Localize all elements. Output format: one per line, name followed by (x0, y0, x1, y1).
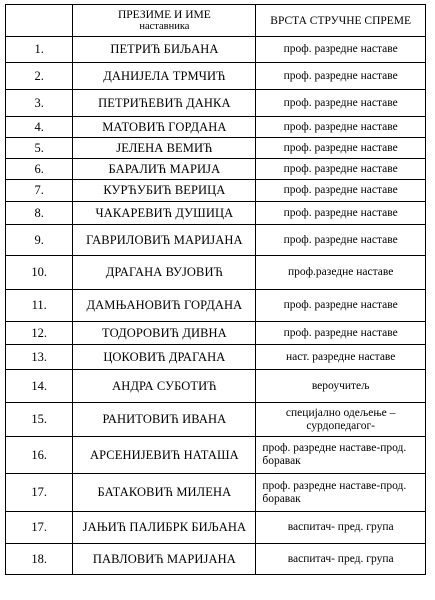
qualification-line-1: проф. разредне наставе-прод. (262, 442, 407, 454)
table-row (6, 180, 426, 202)
teacher-name: ЧАКАРЕВИЋ ДУШИЦА (73, 202, 256, 225)
teacher-name: ДРАГАНА ВУЈОВИЋ (73, 256, 256, 290)
qualification: проф. разредне наставе (256, 138, 426, 159)
qualification: проф. разредне наставе (256, 202, 426, 225)
row-number: 7. (6, 180, 73, 202)
row-number: 1. (6, 37, 73, 63)
qualification: проф. разредне наставе (256, 159, 426, 180)
table-row (6, 370, 426, 403)
qualification: проф. разредне наставе (256, 322, 426, 345)
teacher-name: ЈАЊИЋ ПАЛИБРК БИЉАНА (73, 512, 256, 544)
table-header-row (6, 5, 426, 37)
teacher-name: ДАНИЈЕЛА ТРМЧИЋ (73, 63, 256, 90)
teacher-name: ДАМЊАНОВИЋ ГОРДАНА (73, 290, 256, 322)
row-number: 13. (6, 345, 73, 370)
row-number: 12. (6, 322, 73, 345)
qualification-line-1: проф. разредне наставе-прод. (262, 479, 407, 492)
qualification-line-1: специјално одељење – (285, 406, 396, 419)
qualification: проф. разредне наставе (256, 63, 426, 90)
teacher-name: БАРАЛИЋ МАРИЈА (73, 159, 256, 180)
row-number: 17. (6, 474, 73, 512)
table-row (6, 512, 426, 544)
table-row (6, 202, 426, 225)
row-number: 14. (6, 370, 73, 403)
table-row (6, 544, 426, 575)
teacher-name: МАТОВИЋ ГОРДАНА (73, 117, 256, 138)
header-name-cell (73, 5, 256, 37)
qualification-cell (256, 474, 426, 512)
row-number: 10. (6, 256, 73, 290)
table-row (6, 138, 426, 159)
qualification: проф. разредне наставе (256, 180, 426, 202)
teacher-name: КУРЋУБИЋ ВЕРИЦА (73, 180, 256, 202)
header-qualification-cell: ВРСТА СТРУЧНЕ СПРЕМЕ (256, 5, 426, 37)
header-num-cell (6, 5, 73, 37)
qualification-cell (256, 403, 426, 437)
teacher-name: РАНИТОВИЋ ИВАНА (73, 403, 256, 437)
qualification: наст. разредне наставе (256, 345, 426, 370)
table-row (6, 403, 426, 437)
teacher-name: ПЕТРИЋЕВИЋ ДАНКА (73, 90, 256, 117)
header-name-sublabel: наставника (139, 20, 190, 32)
teacher-name: БАТАКОВИЋ МИЛЕНА (73, 474, 256, 512)
teacher-name: ТОДОРОВИЋ ДИВНА (73, 322, 256, 345)
teacher-name: АНДРА СУБОТИЋ (73, 370, 256, 403)
row-number: 6. (6, 159, 73, 180)
qualification: васпитач- пред. група (256, 512, 426, 544)
teacher-name: ЦОКОВИЋ ДРАГАНА (73, 345, 256, 370)
row-number: 11. (6, 290, 73, 322)
qualification: проф. разредне наставе (256, 117, 426, 138)
qualification: проф.разедне наставе (256, 256, 426, 290)
qualification: проф. разредне наставе (256, 225, 426, 256)
row-number: 5. (6, 138, 73, 159)
row-number: 2. (6, 63, 73, 90)
table-row (6, 256, 426, 290)
table-row (6, 437, 426, 474)
table-row (6, 90, 426, 117)
qualification-line-2: сурдопедагог- (306, 419, 376, 432)
teacher-name: ЈЕЛЕНА ВЕМИЋ (73, 138, 256, 159)
teacher-name: ПАВЛОВИЋ МАРИЈАНА (73, 544, 256, 575)
header-name-label: ПРЕЗИМЕ И ИМЕ (117, 8, 211, 21)
staff-table (5, 4, 426, 575)
teacher-name: ГАВРИЛОВИЋ МАРИЈАНА (73, 225, 256, 256)
row-number: 4. (6, 117, 73, 138)
row-number: 3. (6, 90, 73, 117)
qualification: проф. разредне наставе (256, 90, 426, 117)
table-row (6, 322, 426, 345)
table-row (6, 37, 426, 63)
qualification-line-2: боравак (262, 455, 301, 467)
table-row (6, 474, 426, 512)
row-number: 8. (6, 202, 73, 225)
row-number: 18. (6, 544, 73, 575)
table-row (6, 345, 426, 370)
row-number: 17. (6, 512, 73, 544)
table-row (6, 63, 426, 90)
qualification-cell (256, 437, 426, 474)
teacher-name: ПЕТРИЋ БИЉАНА (73, 37, 256, 63)
qualification: проф. разредне наставе (256, 290, 426, 322)
qualification: проф. разредне наставе (256, 37, 426, 63)
row-number: 15. (6, 403, 73, 437)
teacher-name: АРСЕНИЈЕВИЋ НАТАША (73, 437, 256, 474)
qualification: васпитач- пред. група (256, 544, 426, 575)
table-row (6, 117, 426, 138)
row-number: 16. (6, 437, 73, 474)
table-row (6, 159, 426, 180)
qualification-line-2: боравак (262, 492, 301, 505)
table-row (6, 290, 426, 322)
qualification: вероучитељ (256, 370, 426, 403)
row-number: 9. (6, 225, 73, 256)
table-row (6, 225, 426, 256)
